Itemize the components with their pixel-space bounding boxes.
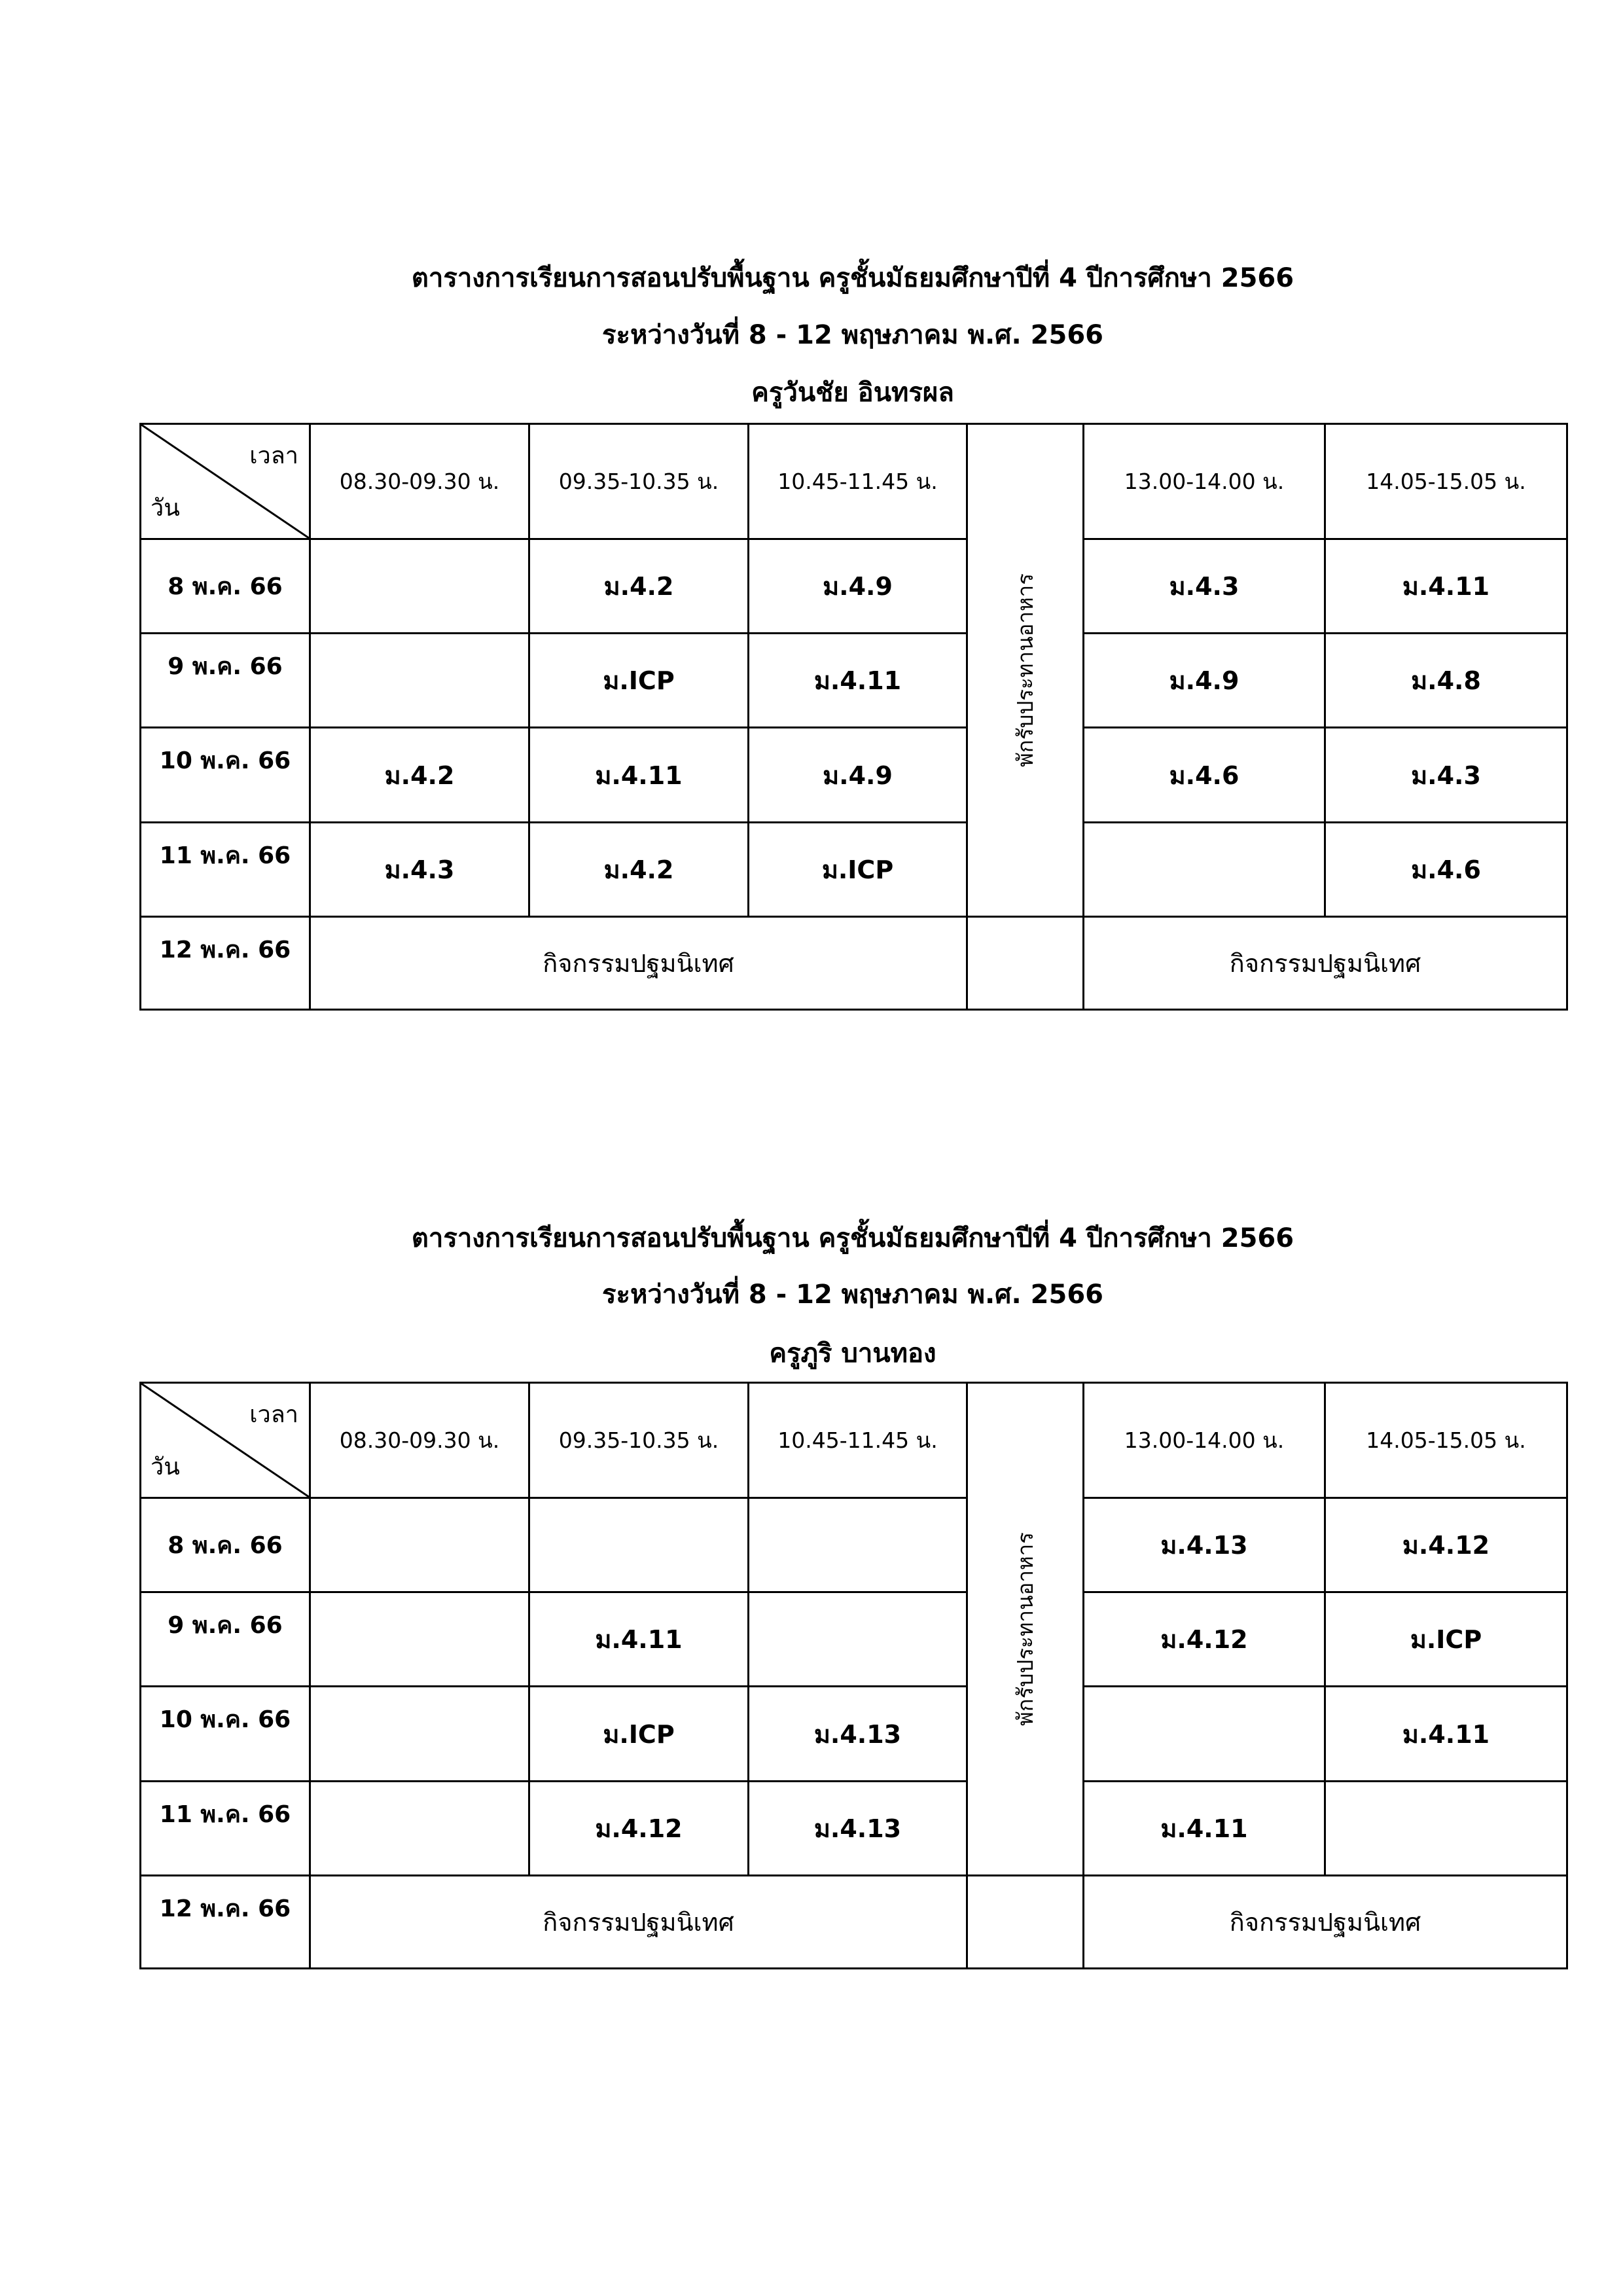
- class-cell: [311, 540, 530, 634]
- lunch-break-label: พักรับประทานอาหาร: [1012, 573, 1038, 767]
- class-cell: ม.4.9: [1084, 634, 1326, 728]
- day-label: 11 พ.ค. 66: [141, 1782, 311, 1876]
- class-cell: ม.ICP: [530, 1687, 749, 1782]
- class-cell: [311, 1782, 530, 1876]
- class-cell: ม.4.11: [1326, 540, 1568, 634]
- time-slot-header: 09.35-10.35 น.: [530, 425, 749, 540]
- schedule-title: ตารางการเรียนการสอนปรับพื้นฐาน ครูชั้นมัธยมศึกษาปีที่ 4 ปีการศึกษา 2566: [411, 263, 1294, 293]
- time-slot-header: 08.30-09.30 น.: [311, 1384, 530, 1499]
- class-cell: ม.4.6: [1084, 728, 1326, 823]
- class-cell: ม.4.11: [530, 728, 749, 823]
- class-cell: ม.4.11: [749, 634, 968, 728]
- orientation-activity-morning: กิจกรรมปฐมนิเทศ: [311, 918, 968, 1011]
- day-axis-label: วัน: [151, 1454, 180, 1480]
- time-slot-header: 13.00-14.00 น.: [1084, 425, 1326, 540]
- orientation-activity-morning: กิจกรรมปฐมนิเทศ: [311, 1876, 968, 1969]
- class-cell: ม.4.11: [530, 1593, 749, 1687]
- class-cell: ม.4.3: [1084, 540, 1326, 634]
- class-cell: [1326, 1782, 1568, 1876]
- class-cell: ม.4.13: [1084, 1499, 1326, 1593]
- corner-header-cell: [141, 1384, 311, 1499]
- lunch-break-cell: [968, 1384, 1084, 1876]
- class-cell: [311, 634, 530, 728]
- class-cell: [311, 1687, 530, 1782]
- class-cell: ม.4.12: [530, 1782, 749, 1876]
- class-cell: ม.4.2: [311, 728, 530, 823]
- lunch-empty-cell: [968, 1876, 1084, 1969]
- class-cell: ม.4.9: [749, 540, 968, 634]
- class-cell: ม.4.3: [311, 823, 530, 918]
- class-cell: ม.ICP: [749, 823, 968, 918]
- time-slot-header: 10.45-11.45 น.: [749, 1384, 968, 1499]
- day-label: 9 พ.ค. 66: [141, 634, 311, 728]
- class-cell: [749, 1593, 968, 1687]
- lunch-break-cell: [968, 425, 1084, 918]
- lunch-empty-cell: [968, 918, 1084, 1011]
- schedule-table: [139, 1382, 1568, 1969]
- class-cell: ม.4.13: [749, 1782, 968, 1876]
- class-cell: ม.4.12: [1084, 1593, 1326, 1687]
- time-slot-header: 14.05-15.05 น.: [1326, 1384, 1568, 1499]
- class-cell: ม.4.11: [1326, 1687, 1568, 1782]
- class-cell: ม.4.2: [530, 540, 749, 634]
- schedule-table: [139, 423, 1568, 1011]
- class-cell: [311, 1499, 530, 1593]
- class-cell: [1084, 823, 1326, 918]
- class-cell: ม.4.11: [1084, 1782, 1326, 1876]
- time-slot-header: 10.45-11.45 น.: [749, 425, 968, 540]
- class-cell: [1084, 1687, 1326, 1782]
- time-slot-header: 14.05-15.05 น.: [1326, 425, 1568, 540]
- day-label: 10 พ.ค. 66: [141, 1687, 311, 1782]
- class-cell: ม.4.8: [1326, 634, 1568, 728]
- class-cell: [749, 1499, 968, 1593]
- class-cell: [311, 1593, 530, 1687]
- schedule-period: ระหว่างวันที่ 8 - 12 พฤษภาคม พ.ศ. 2566: [602, 1280, 1103, 1310]
- time-axis-label: เวลา: [249, 1401, 298, 1428]
- day-label: 8 พ.ค. 66: [141, 1499, 311, 1593]
- day-axis-label: วัน: [151, 495, 180, 522]
- class-cell: ม.4.2: [530, 823, 749, 918]
- time-slot-header: 09.35-10.35 น.: [530, 1384, 749, 1499]
- day-label: 12 พ.ค. 66: [141, 918, 311, 1011]
- schedule-period: ระหว่างวันที่ 8 - 12 พฤษภาคม พ.ศ. 2566: [602, 320, 1103, 350]
- teacher-name: ครูวันชัย อินทรผล: [751, 378, 954, 408]
- class-cell: ม.4.12: [1326, 1499, 1568, 1593]
- time-slot-header: 13.00-14.00 น.: [1084, 1384, 1326, 1499]
- day-label: 9 พ.ค. 66: [141, 1593, 311, 1687]
- orientation-activity-afternoon: กิจกรรมปฐมนิเทศ: [1084, 918, 1568, 1011]
- teacher-name: ครูภูริ บานทอง: [769, 1338, 936, 1369]
- class-cell: ม.ICP: [1326, 1593, 1568, 1687]
- corner-header-cell: [141, 425, 311, 540]
- class-cell: ม.4.3: [1326, 728, 1568, 823]
- class-cell: ม.4.9: [749, 728, 968, 823]
- class-cell: ม.4.6: [1326, 823, 1568, 918]
- day-label: 12 พ.ค. 66: [141, 1876, 311, 1969]
- time-slot-header: 08.30-09.30 น.: [311, 425, 530, 540]
- schedule-title: ตารางการเรียนการสอนปรับพื้นฐาน ครูชั้นมัธยมศึกษาปีที่ 4 ปีการศึกษา 2566: [411, 1223, 1294, 1253]
- time-axis-label: เวลา: [249, 442, 298, 469]
- class-cell: ม.ICP: [530, 634, 749, 728]
- day-label: 11 พ.ค. 66: [141, 823, 311, 918]
- class-cell: [530, 1499, 749, 1593]
- day-label: 8 พ.ค. 66: [141, 540, 311, 634]
- lunch-break-label: พักรับประทานอาหาร: [1012, 1532, 1038, 1726]
- day-label: 10 พ.ค. 66: [141, 728, 311, 823]
- class-cell: ม.4.13: [749, 1687, 968, 1782]
- orientation-activity-afternoon: กิจกรรมปฐมนิเทศ: [1084, 1876, 1568, 1969]
